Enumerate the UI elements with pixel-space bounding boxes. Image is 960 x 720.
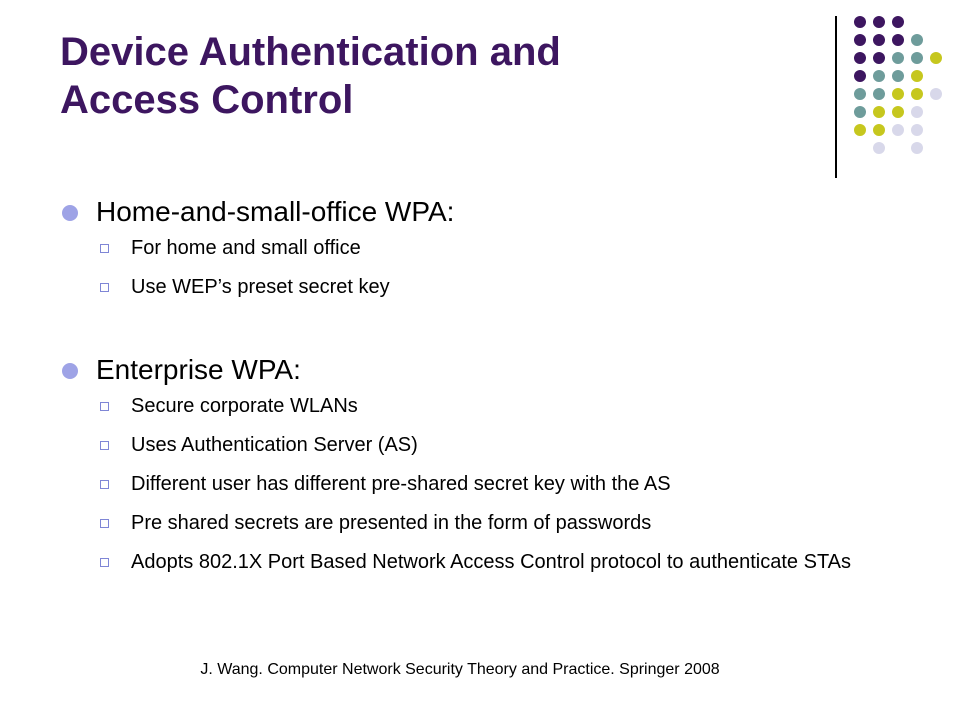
bullet-home-small-office-wpa bbox=[60, 192, 860, 232]
sub-bullet-item bbox=[60, 275, 860, 299]
sub-bullet-item bbox=[60, 550, 860, 574]
bullet-heading: Home-and-small-office WPA: bbox=[96, 196, 455, 227]
dot bbox=[854, 124, 866, 136]
sub-bullet-text: Uses Authentication Server (AS) bbox=[131, 434, 418, 456]
dot bbox=[873, 52, 885, 64]
title-divider-line bbox=[835, 16, 837, 178]
sub-bullet-text: Secure corporate WLANs bbox=[131, 395, 358, 417]
dot bbox=[892, 88, 904, 100]
footer-citation: J. Wang. Computer Network Security Theory and Practice. Springer 2008 bbox=[200, 661, 720, 678]
dot bbox=[930, 88, 942, 100]
sub-bullet-item bbox=[60, 433, 860, 457]
sub-bullet-list bbox=[60, 236, 860, 299]
dot bbox=[873, 34, 885, 46]
dot bbox=[892, 124, 904, 136]
dot bbox=[911, 106, 923, 118]
dot bbox=[854, 70, 866, 82]
dot bbox=[892, 70, 904, 82]
dot bbox=[911, 124, 923, 136]
dot bbox=[854, 106, 866, 118]
dot bbox=[892, 34, 904, 46]
dot bbox=[911, 142, 923, 154]
sub-bullet-item bbox=[60, 511, 860, 535]
dot bbox=[854, 34, 866, 46]
square-bullet-icon bbox=[100, 441, 109, 450]
square-bullet-icon bbox=[100, 283, 109, 292]
sub-bullet-list bbox=[60, 394, 860, 574]
slide-title bbox=[60, 28, 800, 124]
slide-body bbox=[60, 192, 860, 589]
dot bbox=[892, 16, 904, 28]
sub-bullet-text: For home and small office bbox=[131, 237, 361, 259]
dot bbox=[911, 52, 923, 64]
dot bbox=[892, 52, 904, 64]
sub-bullet-item bbox=[60, 236, 860, 260]
dot bbox=[873, 124, 885, 136]
sub-bullet-text: Different user has different pre-shared secret key with the AS bbox=[131, 473, 671, 495]
square-bullet-icon bbox=[100, 402, 109, 411]
bullet-dot-icon bbox=[62, 363, 78, 379]
sub-bullet-text: Use WEP’s preset secret key bbox=[131, 276, 390, 298]
square-bullet-icon bbox=[100, 244, 109, 253]
dot bbox=[873, 16, 885, 28]
sub-bullet-text: Pre shared secrets are presented in the form of passwords bbox=[131, 512, 652, 534]
square-bullet-icon bbox=[100, 519, 109, 528]
dot bbox=[854, 88, 866, 100]
dot bbox=[873, 106, 885, 118]
square-bullet-icon bbox=[100, 480, 109, 489]
dot bbox=[911, 70, 923, 82]
sub-bullet-text: Adopts 802.1X Port Based Network Access Control protocol to authenticate STAs bbox=[131, 551, 852, 573]
bullet-heading: Enterprise WPA: bbox=[96, 354, 301, 385]
dot bbox=[854, 16, 866, 28]
slide-title-line-1: Device Authentication and bbox=[60, 30, 561, 74]
square-bullet-icon bbox=[100, 558, 109, 567]
dot bbox=[873, 142, 885, 154]
dot bbox=[873, 70, 885, 82]
sub-bullet-item bbox=[60, 472, 860, 496]
bullet-dot-icon bbox=[62, 205, 78, 221]
dot bbox=[892, 106, 904, 118]
dot bbox=[911, 34, 923, 46]
dot bbox=[873, 88, 885, 100]
dot bbox=[911, 88, 923, 100]
dot bbox=[930, 52, 942, 64]
dot bbox=[854, 52, 866, 64]
slide-title-line-2: Access Control bbox=[60, 78, 354, 122]
sub-bullet-item bbox=[60, 394, 860, 418]
bullet-enterprise-wpa bbox=[60, 350, 860, 390]
